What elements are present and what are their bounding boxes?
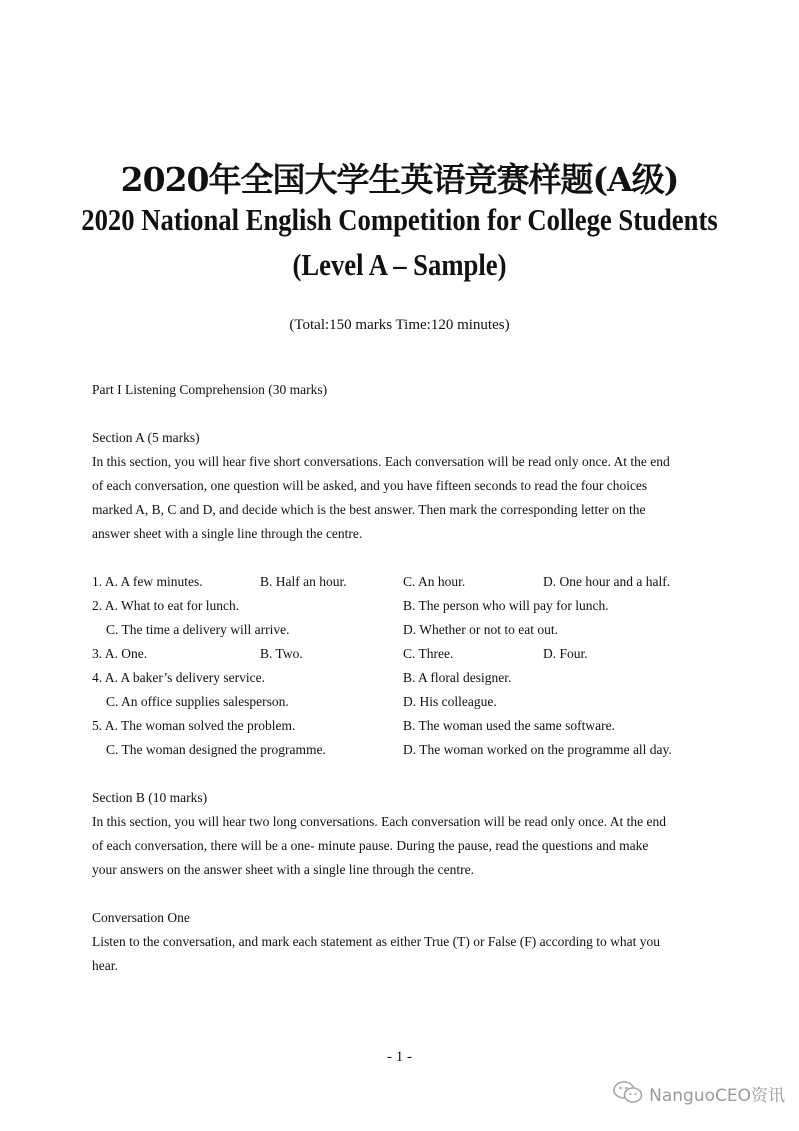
choice-a: 5. A. The woman solved the problem. bbox=[92, 718, 296, 733]
sectionA-instructions bbox=[92, 450, 707, 546]
instruction-line: answer sheet with a single line through the centre. bbox=[92, 526, 363, 541]
exam-meta: (Total:150 marks Time:120 minutes) bbox=[289, 317, 510, 333]
watermark-text: NanguoCEO资讯 bbox=[649, 1085, 785, 1106]
choice-c: C. The time a delivery will arrive. bbox=[106, 622, 290, 637]
conversation-one-instructions bbox=[92, 930, 707, 978]
question-5 bbox=[92, 714, 712, 738]
sectionA-heading: Section A (5 marks) bbox=[92, 430, 200, 445]
part1-heading: Part I Listening Comprehension (30 marks) bbox=[92, 382, 328, 397]
question-1 bbox=[92, 570, 712, 594]
choice-d: D. The woman worked on the programme all day. bbox=[403, 742, 672, 757]
instruction-line: In this section, you will hear two long conversations. Each conversation will be read only once. At the end bbox=[92, 814, 666, 829]
page-number: - 1 - bbox=[387, 1049, 412, 1065]
wechat-icon bbox=[613, 1080, 643, 1106]
instruction-line: hear. bbox=[92, 958, 118, 973]
choice-b: B. Half an hour. bbox=[260, 574, 347, 589]
choice-b: B. The person who will pay for lunch. bbox=[403, 598, 609, 613]
choice-b: B. Two. bbox=[260, 646, 303, 661]
instruction-line: of each conversation, there will be a one- minute pause. During the pause, read the questions and make bbox=[92, 838, 649, 853]
instruction-line: Listen to the conversation, and mark each statement as either True (T) or False (F) according to what you bbox=[92, 934, 660, 949]
choice-d: D. One hour and a half. bbox=[543, 574, 671, 589]
instruction-line: your answers on the answer sheet with a single line through the centre. bbox=[92, 862, 475, 877]
choice-d: D. Whether or not to eat out. bbox=[403, 622, 558, 637]
choice-d: D. Four. bbox=[543, 646, 588, 661]
instruction-line: In this section, you will hear five short conversations. Each conversation will be read only once. At the end bbox=[92, 454, 670, 469]
choice-a: 4. A. A baker’s delivery service. bbox=[92, 670, 265, 685]
conversation-one-heading: Conversation One bbox=[92, 910, 190, 925]
question-3 bbox=[92, 642, 712, 666]
instruction-line: of each conversation, one question will be asked, and you have fifteen seconds to read the four choices bbox=[92, 478, 648, 493]
choice-d: D. His colleague. bbox=[403, 694, 497, 709]
question-2 bbox=[92, 594, 712, 618]
sectionB-heading: Section B (10 marks) bbox=[92, 790, 208, 805]
choice-a: 3. A. One. bbox=[92, 646, 148, 661]
title-english-line2: (Level A – Sample) bbox=[292, 247, 507, 282]
choice-a: 1. A. A few minutes. bbox=[92, 574, 203, 589]
choice-b: B. The woman used the same software. bbox=[403, 718, 615, 733]
question-4 bbox=[92, 666, 712, 690]
choice-c: C. The woman designed the programme. bbox=[106, 742, 326, 757]
choice-c: C. An hour. bbox=[403, 574, 466, 589]
question-4-continued bbox=[92, 690, 712, 714]
choice-a: 2. A. What to eat for lunch. bbox=[92, 598, 240, 613]
choice-c: C. An office supplies salesperson. bbox=[106, 694, 289, 709]
watermark bbox=[613, 1078, 785, 1108]
question-5-continued bbox=[92, 738, 712, 762]
instruction-line: marked A, B, C and D, and decide which is the best answer. Then mark the corresponding letter on the bbox=[92, 502, 646, 517]
question-2-continued bbox=[92, 618, 712, 642]
title-chinese: 2020年全国大学生英语竞赛样题(A级) bbox=[120, 160, 679, 199]
sectionB-instructions bbox=[92, 810, 707, 882]
choice-c: C. Three. bbox=[403, 646, 454, 661]
title-english-line1: 2020 National English Competition for College Students bbox=[81, 202, 718, 237]
choice-b: B. A floral designer. bbox=[403, 670, 512, 685]
